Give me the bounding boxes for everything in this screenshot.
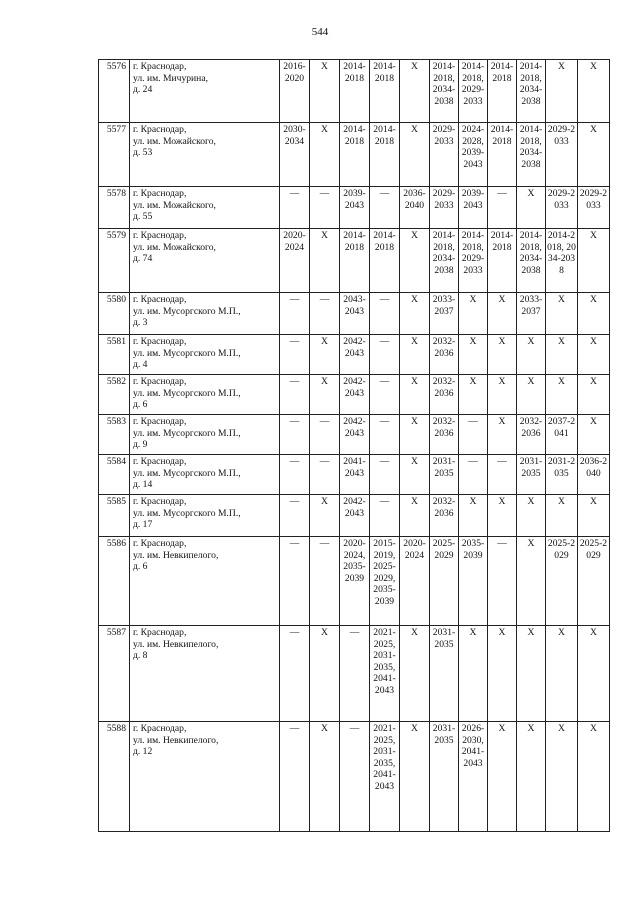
period-cell: —	[280, 415, 310, 455]
period-cell: Х	[400, 335, 430, 375]
address-cell	[130, 60, 280, 123]
period-cell: 2025-2029	[578, 537, 610, 626]
address-line: ул. им. Мусоргского М.П.,	[133, 387, 241, 399]
table-row	[99, 60, 610, 123]
period-cell: Х	[578, 375, 610, 415]
period-cell: 2042-2043	[340, 335, 370, 375]
address-line: г. Краснодар,	[133, 61, 187, 72]
address-cell	[130, 415, 280, 455]
period-cell: Х	[400, 415, 430, 455]
period-cell: 2029-2033	[578, 187, 610, 229]
period-cell: Х	[578, 495, 610, 537]
period-cell: 2037-2041	[546, 415, 578, 455]
address-line: ул. им. Можайского,	[133, 241, 216, 253]
row-number: 5586	[99, 537, 130, 626]
period-cell: —	[488, 187, 517, 229]
table-row	[99, 626, 610, 722]
address-cell	[130, 537, 280, 626]
period-cell: Х	[488, 415, 517, 455]
period-cell: Х	[310, 123, 340, 187]
period-cell: Х	[578, 415, 610, 455]
period-cell: —	[280, 187, 310, 229]
address-line: ул. им. Можайского,	[133, 199, 216, 211]
address-line: д. 55	[133, 211, 153, 223]
period-cell: Х	[310, 375, 340, 415]
period-cell: Х	[400, 375, 430, 415]
period-cell: 2033-2037	[517, 293, 546, 335]
period-cell: —	[310, 415, 340, 455]
address-line: д. 4	[133, 359, 148, 371]
period-cell: Х	[488, 495, 517, 537]
period-cell: 2020-2024, 2035-2039	[340, 537, 370, 626]
address-line: ул. им. Невкипелого,	[133, 734, 219, 746]
table-row	[99, 187, 610, 229]
period-cell: 2014-2018	[370, 60, 400, 123]
period-cell: —	[370, 293, 400, 335]
period-cell: —	[280, 626, 310, 722]
period-cell: 2014-2018, 2034-2038	[517, 123, 546, 187]
period-cell: Х	[546, 626, 578, 722]
period-cell: 2014-2018	[488, 60, 517, 123]
period-cell: 2014-2018, 2034-2038	[546, 229, 578, 293]
period-cell: Х	[400, 60, 430, 123]
period-cell: 2014-2018, 2029-2033	[459, 60, 488, 123]
address-line: ул. им. Можайского,	[133, 135, 216, 147]
period-cell: Х	[488, 722, 517, 832]
row-number: 5588	[99, 722, 130, 832]
period-cell: Х	[459, 495, 488, 537]
period-cell: 2029-2033	[546, 123, 578, 187]
period-cell: Х	[400, 455, 430, 495]
address-cell	[130, 722, 280, 832]
address-line: ул. им. Мусоргского М.П.,	[133, 427, 241, 439]
period-cell: Х	[400, 722, 430, 832]
period-cell: 2021-2025, 2031-2035, 2041-2043	[370, 722, 400, 832]
period-cell: 2025-2029	[430, 537, 459, 626]
period-cell: Х	[578, 123, 610, 187]
period-cell: 2032-2036	[517, 415, 546, 455]
period-cell: Х	[517, 537, 546, 626]
period-cell: —	[280, 537, 310, 626]
period-cell: 2032-2036	[430, 335, 459, 375]
period-cell: —	[370, 187, 400, 229]
period-cell: 2014-2018, 2034-2038	[517, 229, 546, 293]
period-cell: Х	[400, 123, 430, 187]
period-cell: 2042-2043	[340, 415, 370, 455]
address-line: д. 9	[133, 439, 148, 451]
address-line: г. Краснодар,	[133, 188, 187, 199]
period-cell: 2043-2043	[340, 293, 370, 335]
table-row	[99, 293, 610, 335]
period-cell: —	[280, 293, 310, 335]
period-cell: 2031-2035	[430, 455, 459, 495]
address-cell	[130, 626, 280, 722]
address-line: ул. им. Невкипелого,	[133, 638, 219, 650]
period-cell: Х	[459, 293, 488, 335]
address-cell	[130, 187, 280, 229]
period-cell: 2014-2018	[370, 229, 400, 293]
period-cell: 2042-2043	[340, 495, 370, 537]
period-cell: —	[280, 722, 310, 832]
period-cell: 2020-2024	[280, 229, 310, 293]
address-line: д. 74	[133, 253, 153, 265]
period-cell: —	[340, 626, 370, 722]
address-cell	[130, 495, 280, 537]
address-cell	[130, 123, 280, 187]
period-cell: 2014-2018	[340, 229, 370, 293]
period-cell: 2015-2019, 2025-2029, 2035-2039	[370, 537, 400, 626]
row-number: 5583	[99, 415, 130, 455]
table-row	[99, 722, 610, 832]
table-row	[99, 375, 610, 415]
address-line: г. Краснодар,	[133, 336, 187, 347]
row-number: 5576	[99, 60, 130, 123]
period-cell: 2026-2030, 2041-2043	[459, 722, 488, 832]
address-line: г. Краснодар,	[133, 496, 187, 507]
period-cell: Х	[400, 495, 430, 537]
period-cell: 2030-2034	[280, 123, 310, 187]
period-cell: 2032-2036	[430, 495, 459, 537]
period-cell: Х	[459, 375, 488, 415]
period-cell: Х	[578, 60, 610, 123]
period-cell: Х	[310, 335, 340, 375]
period-cell: 2014-2018	[340, 123, 370, 187]
address-line: г. Краснодар,	[133, 723, 187, 734]
row-number: 5582	[99, 375, 130, 415]
period-cell: —	[280, 495, 310, 537]
period-cell: 2014-2018	[340, 60, 370, 123]
table-row	[99, 415, 610, 455]
period-cell: Х	[517, 187, 546, 229]
period-cell: —	[370, 495, 400, 537]
address-line: д. 17	[133, 519, 153, 531]
address-line: ул. им. Невкипелого,	[133, 549, 219, 561]
period-cell: 2031-2035	[430, 722, 459, 832]
period-cell: Х	[578, 335, 610, 375]
period-cell: 2016-2020	[280, 60, 310, 123]
period-cell: 2036-2040	[578, 455, 610, 495]
period-cell: Х	[459, 335, 488, 375]
table-row	[99, 495, 610, 537]
period-cell: Х	[488, 626, 517, 722]
period-cell: Х	[546, 335, 578, 375]
period-cell: 2014-2018	[488, 123, 517, 187]
period-cell: Х	[546, 293, 578, 335]
address-line: ул. им. Мичурина,	[133, 72, 208, 84]
address-line: г. Краснодар,	[133, 124, 187, 135]
period-cell: —	[310, 293, 340, 335]
period-cell: Х	[310, 722, 340, 832]
address-line: ул. им. Мусоргского М.П.,	[133, 507, 241, 519]
table-row	[99, 123, 610, 187]
period-cell: —	[310, 455, 340, 495]
period-cell: Х	[578, 722, 610, 832]
period-cell: Х	[546, 722, 578, 832]
period-cell: Х	[310, 495, 340, 537]
period-cell: 2014-2018	[370, 123, 400, 187]
period-cell: 2014-2018, 2029-2033	[459, 229, 488, 293]
period-cell: 2029-2033	[430, 123, 459, 187]
period-cell: 2014-2018, 2034-2038	[430, 229, 459, 293]
period-cell: —	[340, 722, 370, 832]
period-cell: Х	[488, 375, 517, 415]
table-row	[99, 229, 610, 293]
address-line: г. Краснодар,	[133, 416, 187, 427]
period-cell: 2020-2024	[400, 537, 430, 626]
address-line: д. 14	[133, 479, 153, 491]
period-cell: —	[370, 455, 400, 495]
table-row	[99, 537, 610, 626]
period-cell: —	[370, 375, 400, 415]
period-cell: Х	[310, 229, 340, 293]
period-cell: 2021-2025, 2031-2035, 2041-2043	[370, 626, 400, 722]
period-cell: 2024-2028, 2039-2043	[459, 123, 488, 187]
address-line: г. Краснодар,	[133, 294, 187, 305]
period-cell: 2042-2043	[340, 375, 370, 415]
period-cell: Х	[578, 626, 610, 722]
row-number: 5580	[99, 293, 130, 335]
period-cell: —	[370, 335, 400, 375]
period-cell: Х	[578, 229, 610, 293]
address-line: д. 6	[133, 561, 148, 573]
period-cell: 2025-2029	[546, 537, 578, 626]
period-cell: Х	[546, 495, 578, 537]
row-number: 5584	[99, 455, 130, 495]
schedule-table	[98, 59, 610, 832]
period-cell: 2031-2035	[430, 626, 459, 722]
address-line: г. Краснодар,	[133, 376, 187, 387]
address-cell	[130, 229, 280, 293]
period-cell: Х	[400, 626, 430, 722]
page-number: 544	[311, 26, 329, 38]
period-cell: 2033-2037	[430, 293, 459, 335]
address-line: ул. им. Мусоргского М.П.,	[133, 305, 241, 317]
address-line: г. Краснодар,	[133, 456, 187, 467]
period-cell: 2041-2043	[340, 455, 370, 495]
address-line: д. 3	[133, 317, 148, 329]
period-cell: Х	[546, 60, 578, 123]
period-cell: —	[310, 537, 340, 626]
period-cell: 2029-2033	[546, 187, 578, 229]
period-cell: Х	[310, 60, 340, 123]
period-cell: —	[459, 455, 488, 495]
period-cell: 2032-2036	[430, 415, 459, 455]
row-number: 5581	[99, 335, 130, 375]
period-cell: 2031-2035	[546, 455, 578, 495]
period-cell: 2029-2033	[430, 187, 459, 229]
period-cell: Х	[488, 335, 517, 375]
address-line: г. Краснодар,	[133, 538, 187, 549]
period-cell: 2036-2040	[400, 187, 430, 229]
period-cell: —	[459, 415, 488, 455]
period-cell: —	[488, 455, 517, 495]
address-line: д. 12	[133, 746, 153, 758]
period-cell: —	[280, 375, 310, 415]
address-line: д. 6	[133, 399, 148, 411]
row-number: 5577	[99, 123, 130, 187]
period-cell: Х	[400, 293, 430, 335]
period-cell: —	[310, 187, 340, 229]
period-cell: —	[280, 455, 310, 495]
period-cell: Х	[488, 293, 517, 335]
period-cell: Х	[517, 335, 546, 375]
row-number: 5579	[99, 229, 130, 293]
address-cell	[130, 335, 280, 375]
address-line: д. 53	[133, 147, 153, 159]
row-number: 5587	[99, 626, 130, 722]
address-cell	[130, 375, 280, 415]
address-line: ул. им. Мусоргского М.П.,	[133, 347, 241, 359]
period-cell: —	[370, 415, 400, 455]
period-cell: 2039-2043	[459, 187, 488, 229]
period-cell: 2014-2018, 2034-2038	[517, 60, 546, 123]
address-line: ул. им. Мусоргского М.П.,	[133, 467, 241, 479]
row-number: 5578	[99, 187, 130, 229]
period-cell: 2032-2036	[430, 375, 459, 415]
address-line: д. 8	[133, 650, 148, 662]
table-row	[99, 335, 610, 375]
period-cell: 2014-2018	[488, 229, 517, 293]
period-cell: Х	[400, 229, 430, 293]
address-line: д. 24	[133, 84, 153, 96]
address-line: г. Краснодар,	[133, 230, 187, 241]
period-cell: —	[280, 335, 310, 375]
period-cell: Х	[578, 293, 610, 335]
period-cell: 2035-2039	[459, 537, 488, 626]
period-cell: Х	[459, 626, 488, 722]
period-cell: Х	[517, 626, 546, 722]
period-cell: Х	[517, 375, 546, 415]
address-cell	[130, 455, 280, 495]
address-line: г. Краснодар,	[133, 627, 187, 638]
period-cell: 2014-2018, 2034-2038	[430, 60, 459, 123]
address-cell	[130, 293, 280, 335]
period-cell: Х	[546, 375, 578, 415]
table-row	[99, 455, 610, 495]
period-cell: Х	[517, 722, 546, 832]
row-number: 5585	[99, 495, 130, 537]
period-cell: Х	[310, 626, 340, 722]
period-cell: Х	[517, 495, 546, 537]
period-cell: —	[488, 537, 517, 626]
period-cell: 2039-2043	[340, 187, 370, 229]
period-cell: 2031-2035	[517, 455, 546, 495]
